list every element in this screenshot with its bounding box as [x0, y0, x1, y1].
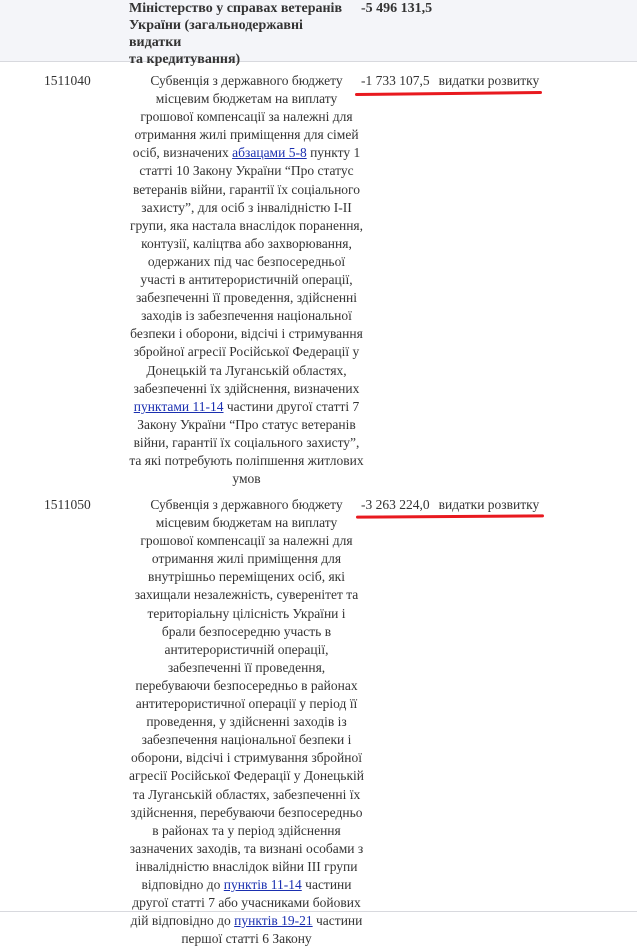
program-amount: [361, 72, 539, 90]
description-text: пункту 1 статті 10 Закону України “Про статус ветеранів війни, гарантії їх соціального захисту”, для осіб з інвалідністю I-II групи, яка настала внаслідок поранення, контузії, каліцтва або захворювання, одержаних під час безпосередньої участі в антитерористичній операції, забезпеченні її проведення, здійсненні заходів із забезпечення національної безпеки і оборони, відсічі і стримування збройної агресії Російської Федерації у Донецькій та Луганській областях, забезпеченні їх здійснення, визначених: [129, 145, 364, 396]
ministry-name-line: України (загальнодержавні видатки: [129, 18, 303, 50]
description-text: частини другої статті 7 Закону України “Про статус ветеранів війни, гарантії їх соціального захисту”, та які потребують поліпшення житлових умов: [129, 398, 364, 487]
red-highlight-underline: [356, 514, 544, 518]
expense-kind: видатки розвитку: [438, 73, 540, 88]
amount-value: -3 263 224,0: [361, 497, 430, 512]
law-reference-link[interactable]: пунктами 11-14: [133, 398, 224, 414]
description-text: частини першої статті 6 Закону: [181, 913, 363, 947]
law-reference-link[interactable]: абзацами 5-8: [232, 145, 307, 161]
ministry-total-amount: -5 496 131,5: [361, 1, 433, 16]
program-description: [129, 72, 364, 488]
description-text: частини другої статті 7 або учасниками бойових дій відповідно до: [130, 876, 361, 929]
program-description: [129, 496, 364, 948]
law-reference-link[interactable]: пунктів 11-14: [223, 876, 302, 892]
red-highlight-underline: [355, 91, 542, 96]
program-amount: [361, 496, 539, 514]
description-text: Субвенція з державного бюджету місцевим бюджетам на виплату грошової компенсації за належні для отримання жилі приміщення для сімей осіб, визначених: [132, 73, 359, 161]
expense-kind: видатки розвитку: [438, 497, 540, 512]
description-text: Субвенція з державного бюджету місцевим бюджетам на виплату грошової компенсації за належні для отримання жилі приміщення для внутрішньо переміщених осіб, які захищали незалежність, суверенітет та територіальну цілісність України і брали безпосередню участь в антитерористичній операції, забезпеченні її проведення, перебуваючи безпосередньо в районах антитерористичної операції у період її проведення, у здійсненні заходів із забезпечення національної безпеки і оборони, відсічі і стримування збройної агресії Російської Федерації у Донецькій та Луганській областях, забезпеченні їх здійснення, перебуваючи безпосередньо в районах та у період здійснення зазначених заходів, та визнані особами з інвалідністю внаслідок війни III групи відповідно до: [129, 497, 364, 892]
divider: [0, 911, 637, 912]
ministry-name-line: Міністерство у справах ветеранів: [129, 1, 343, 16]
program-code: 1511040: [44, 73, 91, 88]
amount-value: -1 733 107,5: [361, 73, 430, 88]
ministry-header-row: [0, 0, 637, 67]
program-code: 1511050: [44, 497, 91, 512]
ministry-name: [129, 0, 354, 68]
law-reference-link[interactable]: пунктів 19-21: [234, 913, 313, 929]
ministry-name-line: та кредитування): [129, 52, 241, 67]
